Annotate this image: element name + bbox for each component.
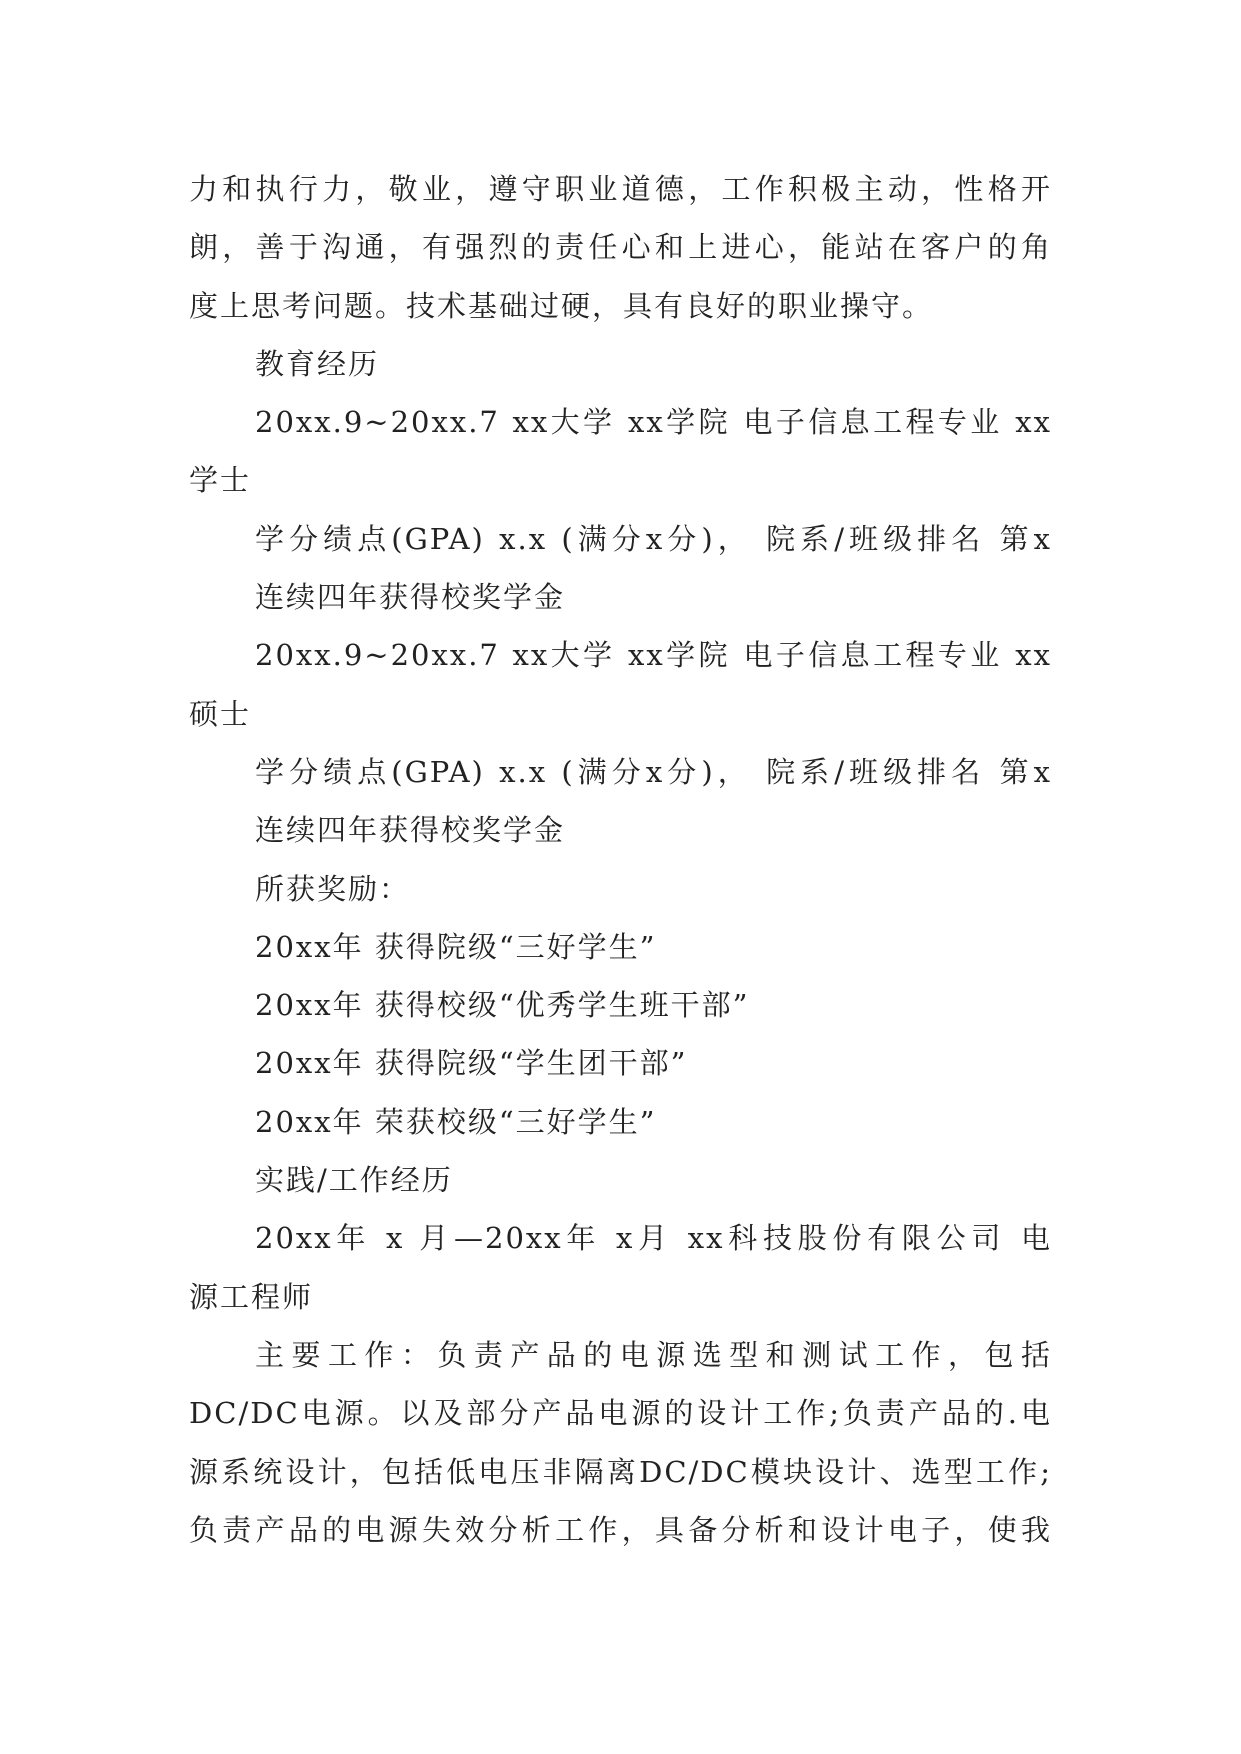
work-description-line: 源系统设计，包括低电压非隔离DC/DC模块设计、选型工作;	[189, 1454, 1052, 1489]
education-gpa-line: 学分绩点(GPA) x.x (满分x分)， 院系/班级排名 第x	[255, 754, 1052, 789]
work-description-line: DC/DC电源。以及部分产品电源的设计工作;负责产品的.电	[189, 1396, 1052, 1431]
education-scholarship-line: 连续四年获得校奖学金	[255, 813, 566, 848]
award-item: 20xx年 获得院级“三好学生”	[255, 929, 657, 964]
work-description-line: 负责产品的电源失效分析工作，具备分析和设计电子，使我	[189, 1512, 1052, 1547]
education-gpa-line: 学分绩点(GPA) x.x (满分x分)， 院系/班级排名 第x	[255, 521, 1052, 556]
section-heading-education: 教育经历	[255, 346, 380, 381]
text-line: 朗，善于沟通，有强烈的责任心和上进心，能站在客户的角	[189, 230, 1052, 265]
work-description-line: 主要工作：负责产品的电源选型和测试工作，包括	[255, 1337, 1052, 1372]
text-line: 力和执行力，敬业，遵守职业道德，工作积极主动，性格开	[189, 172, 1052, 206]
section-heading-work: 实践/工作经历	[255, 1163, 453, 1198]
work-position: 源工程师	[189, 1279, 314, 1314]
award-item: 20xx年 获得院级“学生团干部”	[255, 1046, 688, 1081]
education-entry-line: 20xx.9~20xx.7 xx大学 xx学院 电子信息工程专业 xx	[255, 638, 1052, 673]
text-line: 度上思考问题。技术基础过硬，具有良好的职业操守。	[189, 288, 934, 323]
education-degree: 学士	[189, 463, 252, 498]
document-body	[189, 160, 1052, 1559]
award-item: 20xx年 荣获校级“三好学生”	[255, 1104, 657, 1139]
section-heading-awards: 所获奖励：	[255, 871, 411, 906]
education-scholarship-line: 连续四年获得校奖学金	[255, 580, 566, 615]
award-item: 20xx年 获得校级“优秀学生班干部”	[255, 988, 750, 1023]
work-entry-line: 20xx年 x 月—20xx年 x月 xx科技股份有限公司 电	[255, 1221, 1052, 1256]
education-degree: 硕士	[189, 696, 252, 731]
education-entry-line: 20xx.9~20xx.7 xx大学 xx学院 电子信息工程专业 xx	[255, 405, 1052, 440]
